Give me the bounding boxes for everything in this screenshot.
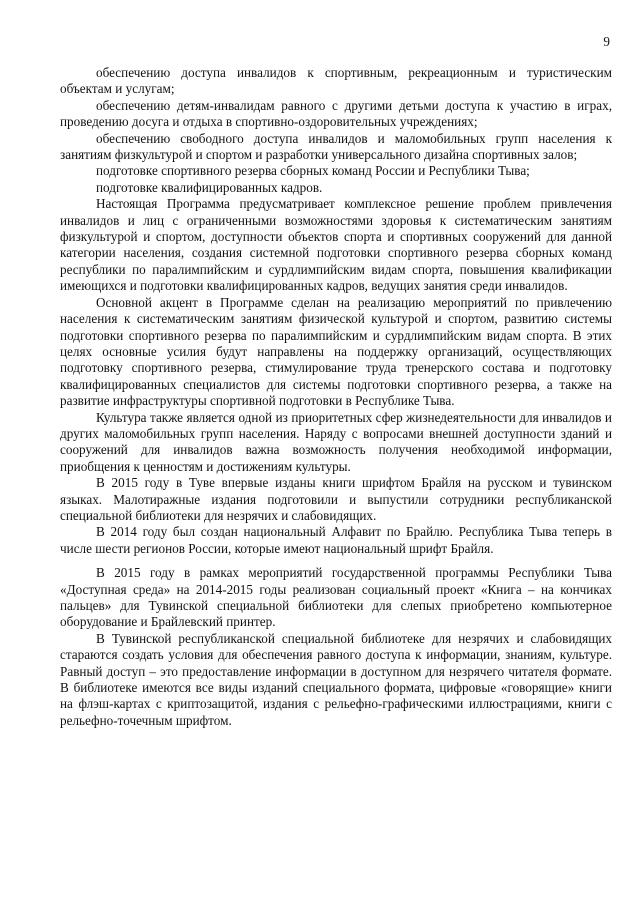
paragraph-5: подготовке квалифицированных кадров. [96, 179, 323, 195]
document-page [60, 34, 612, 729]
paragraph-2: обеспечению детям-инвалидам равного с другими детьми доступа к участию в играх, проведению досуга и отдыха в спортивно-оздоровительных учреждениях; [60, 97, 612, 130]
paragraph-9: В 2015 году в Туве впервые изданы книги шрифтом Брайля на русском и тувинском языках. Малотиражные издания подготовили и выпустили сотрудники республиканской специальной библиотеки для незрячих и слабовидящих. [60, 475, 612, 523]
paragraph-6: Настоящая Программа предусматривает комплексное решение проблем привлечения инвалидов и лиц с ограниченными возможностями здоровья к систематическим занятиям физкультурой и спортом, доступности объектов спорта и спортивных сооружений для данной категории населения, создания системной подготовки спортивного резерва сборных команд республики по паралимпийским и сурдлимпийским видам спорта, повышения квалификации имеющихся и подготовки квалифицированных кадров, ведущих занятия среди инвалидов. [60, 196, 612, 294]
paragraph-1: обеспечению доступа инвалидов к спортивным, рекреационным и туристическим объектам и услугам; [60, 65, 612, 97]
paragraph-3: обеспечению свободного доступа инвалидов и маломобильных групп населения к занятиям физкультурой и спортом и разработки универсального дизайна спортивных залов; [60, 130, 612, 163]
paragraph-4: подготовке спортивного резерва сборных команд России и Республики Тыва; [96, 163, 530, 179]
page-number: 9 [603, 34, 610, 49]
paragraph-12: В Тувинской республиканской специальной библиотеке для незрячих и слабовидящих стараются создать условия для обеспечения равного доступа к информации, знаниям, культуре. Равный доступ – это предоставление информации в доступном для незрячего читателя формате. В библиотеке имеются все виды изданий специального формата, цифровые «говорящие» книги на флэш-картах с криптозащитой, издания с рельефно-графическими иллюстрациями, книги с рельефно-точечным шрифтом. [60, 630, 612, 728]
paragraph-10: В 2014 году был создан национальный Алфавит по Брайлю. Республика Тыва теперь в числе шести регионов России, которые имеют национальный шрифт Брайля. [60, 524, 612, 556]
paragraph-11: В 2015 году в рамках мероприятий государственной программы Республики Тыва «Доступная среда» на 2014-2015 годы реализован социальный проект «Книга – на кончиках пальцев» для Тувинской специальной библиотеки для слепых приобретено компьютерное оборудование и Брайлевский принтер. [60, 565, 612, 630]
paragraph-8: Культура также является одной из приоритетных сфер жизнедеятельности для инвалидов и других маломобильных групп населения. Наряду с вопросами внешней доступности зданий и сооружений для инвалидов важна возможность получения необходимой информации, приобщения к ценностям и достижениям культуры. [60, 409, 612, 474]
paragraph-7: Основной акцент в Программе сделан на реализацию мероприятий по привлечению населения к систематическим занятиям физической культурой и спортом, развитию системы подготовки спортивного резерва по паралимпийским и сурдлимпийским видам спорта. В этих целях основные усилия будут направлены на поддержку организаций, осуществляющих подготовку спортивного резерва, стимулирование труда тренерского состава и подготовку квалифицированных специалистов для системы подготовки спортивного резерва, а также на развитие инфраструктуры спортивной подготовки в Республике Тыва. [60, 294, 612, 409]
